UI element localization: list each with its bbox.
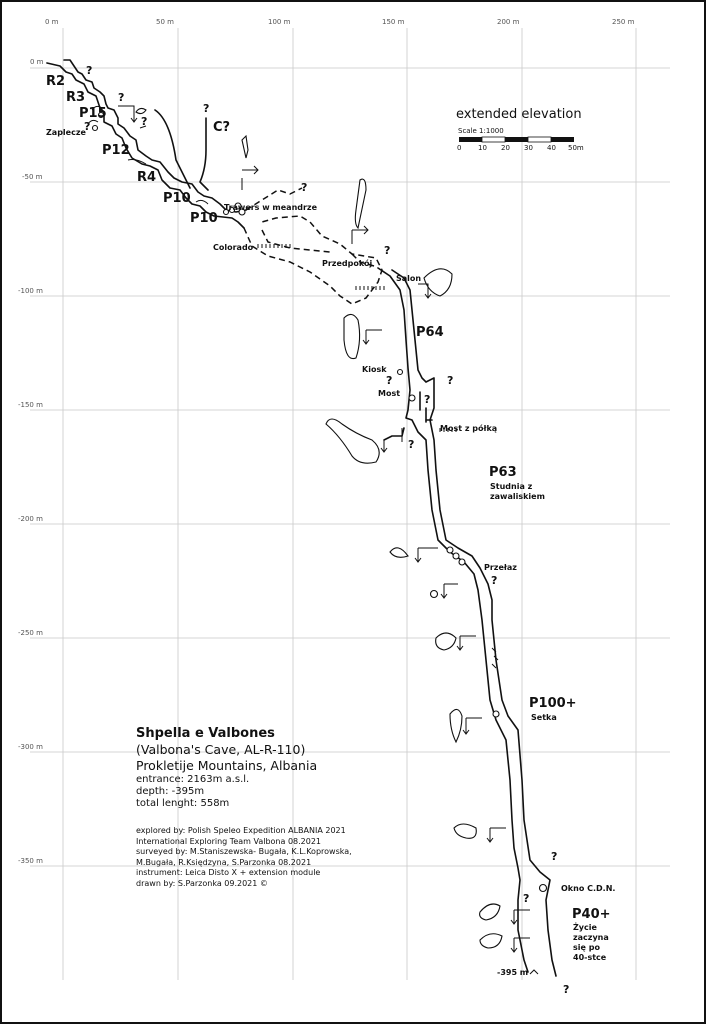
lead-question-mark: ? [447, 374, 454, 387]
label-r2: R2 [46, 74, 66, 89]
cave-subtitle: (Valbona's Cave, AL-R-110) [136, 742, 306, 757]
credit-explored: explored by: Polish Speleo Expedition ALBANIA 2021 [136, 826, 346, 835]
credit-drawn: drawn by: S.Parzonka 09.2021 © [136, 878, 268, 888]
label-salon: Salon [396, 274, 422, 283]
grid-x-label: 100 m [268, 18, 291, 26]
label-p40-desc-1: Życie [573, 923, 597, 932]
drop-arrows [363, 284, 538, 974]
label-most: Most [378, 389, 401, 398]
grid-labels-x [45, 18, 635, 26]
lead-question-mark: ? [424, 393, 431, 406]
dashed-passages [235, 136, 384, 304]
scale-tick: 20 [501, 144, 510, 152]
scale-bar [457, 137, 584, 152]
scale-tick: 30 [524, 144, 533, 152]
label-c-shaft: C? [213, 120, 231, 135]
label-przedpokoj: Przedpokój [322, 259, 373, 268]
label-colorado: Colorado [213, 243, 254, 252]
grid-x-label: 50 m [156, 18, 174, 26]
label-p12: P12 [102, 143, 130, 158]
credit-surveyed-1: surveyed by: M.Staniszewska- Bugała, K.L.Koprowska, [136, 847, 352, 856]
lead-question-mark: ? [408, 438, 415, 451]
label-trawers: Trawers w meandrze [224, 203, 318, 212]
label-p10-lower: P10 [190, 211, 218, 226]
lead-question-mark: ? [86, 64, 93, 77]
lead-question-mark: ? [563, 983, 570, 996]
grid-x-label: 250 m [612, 18, 635, 26]
lead-question-mark: ? [84, 120, 91, 133]
label-p40-desc-2: zaczyna [573, 933, 609, 942]
credits [136, 826, 386, 889]
grid-y-label: -100 m [18, 287, 43, 295]
scale-label: Scale 1:1000 [458, 127, 504, 135]
scale-tick: 40 [547, 144, 556, 152]
cave-region: Prokletije Mountains, Albania [136, 758, 318, 773]
grid-x-label: 200 m [497, 18, 520, 26]
grid-y-label: -150 m [18, 401, 43, 409]
c-shaft [155, 110, 208, 190]
lead-question-mark: ? [118, 91, 125, 104]
label-r3: R3 [66, 90, 86, 105]
lead-question-mark: ? [384, 244, 391, 257]
entrance-passages [47, 60, 246, 228]
label-bottom-depth: -395 m [497, 968, 529, 977]
credit-surveyed-2: M.Bugała, R.Księdzyna, S.Parzonka 08.2021 [136, 857, 312, 867]
lead-question-mark: ? [203, 102, 210, 115]
label-przelaz: Przełaz [484, 563, 517, 572]
cave-depth: depth: -395m [136, 786, 205, 797]
label-p40-desc-4: 40-stce [573, 953, 607, 962]
lead-question-mark: ? [523, 892, 530, 905]
label-p10-upper: P10 [163, 191, 191, 206]
grid-y-label: 0 m [30, 58, 44, 66]
label-p63: P63 [489, 465, 517, 480]
label-okno-cdn: Okno C.D.N. [561, 884, 616, 893]
grid-x-label: 150 m [382, 18, 405, 26]
cave-name: Shpella e Valbones [136, 726, 275, 741]
main-shaft [378, 268, 556, 976]
scale-tick: 50m [568, 144, 584, 152]
lead-question-mark: ? [141, 115, 148, 128]
entrance-altitude: entrance: 2163m a.s.l. [136, 774, 250, 785]
grid-y-label: -350 m [18, 857, 43, 865]
lead-question-mark: ? [551, 850, 558, 863]
elevation-type-label: extended elevation [456, 107, 582, 122]
label-r4: R4 [137, 170, 157, 185]
label-p100: P100+ [529, 696, 577, 711]
label-p63-desc-2: zawaliskiem [490, 492, 545, 501]
scale-tick: 0 [457, 144, 462, 152]
label-p64: P64 [416, 325, 444, 340]
label-p63-desc-1: Studnia z [490, 482, 533, 491]
label-zaplecze: Zaplecze [46, 128, 86, 137]
grid-y-label: -50 m [22, 173, 43, 181]
label-p15: P15 [79, 106, 107, 121]
label-setka: Setka [531, 713, 557, 722]
grid-x-label: 0 m [45, 18, 59, 26]
grid-y-label: -300 m [18, 743, 43, 751]
grid-y-label: -200 m [18, 515, 43, 523]
grid-labels-y [18, 58, 44, 865]
title-block [136, 726, 386, 889]
label-most-z-polka: Most z półką [440, 424, 498, 433]
scale-tick: 10 [478, 144, 487, 152]
cave-length: total lenght: 558m [136, 798, 230, 809]
label-p40-desc-3: się po [573, 943, 600, 952]
lead-question-mark: ? [491, 574, 498, 587]
credit-team: International Exploring Team Valbona 08.2021 [136, 836, 322, 846]
lead-question-mark: ? [386, 374, 393, 387]
label-p40: P40+ [572, 907, 611, 922]
grid-y-label: -250 m [18, 629, 43, 637]
credit-instrument: instrument: Leica Disto X + extension module [136, 868, 321, 877]
lead-question-mark: ? [301, 181, 308, 194]
label-kiosk: Kiosk [362, 365, 387, 374]
